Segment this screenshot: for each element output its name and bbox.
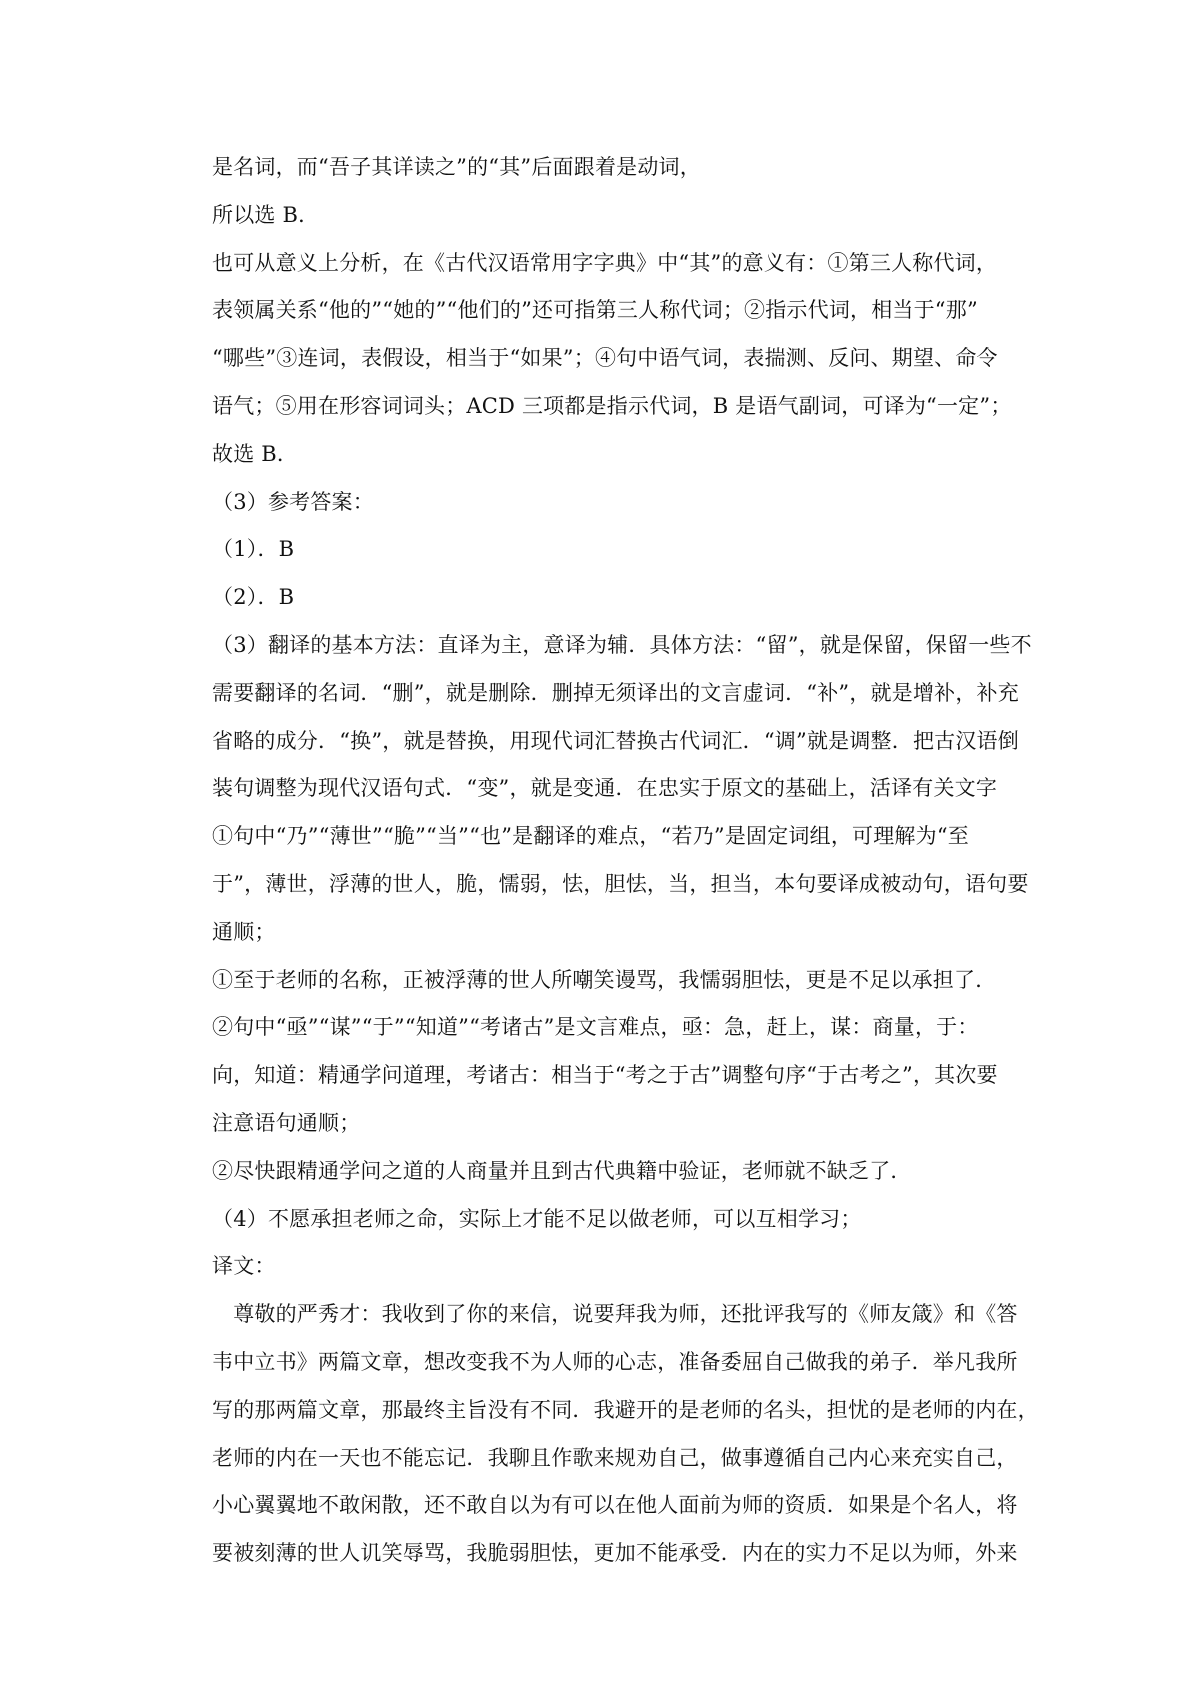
text-line: （3）参考答案： <box>212 489 374 514</box>
text-line: 通顺； <box>212 919 276 944</box>
text-line: 译文： <box>212 1254 276 1279</box>
document-body <box>212 144 1039 1578</box>
text-line: 所以选 B． <box>212 202 320 227</box>
text-line: 要被刻薄的世人讥笑辱骂，我脆弱胆怯，更加不能承受．内在的实力不足以为师，外来 <box>212 1541 1018 1566</box>
text-line: （1）．B <box>212 537 295 562</box>
text-line: “哪些”③连词，表假设，相当于“如果”；④句中语气词，表揣测、反问、期望、命令 <box>212 346 998 371</box>
text-line: （2）．B <box>212 585 295 610</box>
text-line: 小心翼翼地不敢闲散，还不敢自以为有可以在他人面前为师的资质．如果是个名人，将 <box>212 1493 1018 1518</box>
text-line: 写的那两篇文章，那最终主旨没有不同．我避开的是老师的名头，担忧的是老师的内在， <box>212 1397 1039 1422</box>
text-line: ①句中“乃”“薄世”“脆”“当”“也”是翻译的难点，“若乃”是固定词组，可理解为“至 <box>212 824 969 849</box>
text-line: 需要翻译的名词．“删”，就是删除．删掉无须译出的文言虚词．“补”，就是增补，补充 <box>212 680 1019 705</box>
text-line: 向，知道：精通学问道理，考诸古：相当于“考之于古”调整句序“于古考之”，其次要 <box>212 1063 998 1088</box>
text-line: ②尽快跟精通学问之道的人商量并且到古代典籍中验证，老师就不缺乏了． <box>212 1158 912 1183</box>
text-line: 表领属关系“他的”“她的”“他们的”还可指第三人称代词；②指示代词，相当于“那” <box>212 298 978 323</box>
text-line: ①至于老师的名称，正被浮薄的世人所嘲笑谩骂，我懦弱胆怯，更是不足以承担了． <box>212 967 997 992</box>
text-line: 装句调整为现代汉语句式．“变”，就是变通．在忠实于原文的基础上，活译有关文字 <box>212 776 998 801</box>
text-line: 语气；⑤用在形容词词头；ACD 三项都是指示代词，B 是语气副词，可译为“一定”； <box>212 393 1012 418</box>
text-line: 也可从意义上分析，在《古代汉语常用字字典》中“其”的意义有：①第三人称代词， <box>212 250 998 275</box>
text-line: 老师的内在一天也不能忘记．我聊且作歌来规劝自己，做事遵循自己内心来充实自己， <box>212 1445 1018 1470</box>
text-line: 故选 B． <box>212 441 299 466</box>
text-line: 尊敬的严秀才：我收到了你的来信，说要拜我为师，还批评我写的《师友箴》和《答 <box>212 1302 1018 1327</box>
text-line: 注意语句通顺； <box>212 1110 361 1135</box>
text-line: （4）不愿承担老师之命，实际上才能不足以做老师，可以互相学习； <box>212 1206 862 1231</box>
text-line: 于”，薄世，浮薄的世人，脆，懦弱，怯，胆怯，当，担当，本句要译成被动句，语句要 <box>212 871 1029 896</box>
text-line: 韦中立书》两篇文章，想改变我不为人师的心志，准备委屈自己做我的弟子．举凡我所 <box>212 1349 1018 1374</box>
text-line: 是名词，而“吾子其详读之”的“其”后面跟着是动词， <box>212 155 701 179</box>
text-line: （3）翻译的基本方法：直译为主，意译为辅．具体方法：“留”，就是保留，保留一些不 <box>212 632 1032 657</box>
text-line: 省略的成分．“换”，就是替换，用现代词汇替换古代词汇．“调”就是调整．把古汉语倒 <box>212 728 1019 753</box>
text-line: ②句中“亟”“谋”“于”“知道”“考诸古”是文言难点，亟：急，赶上，谋：商量，于： <box>212 1015 979 1040</box>
